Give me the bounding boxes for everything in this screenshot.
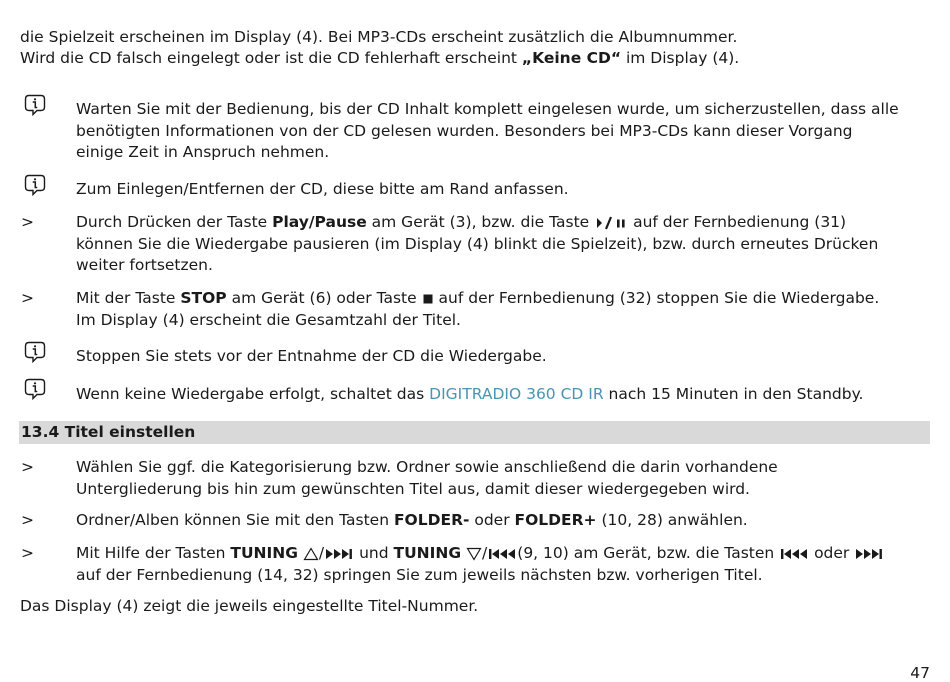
intro-line-2 [20, 48, 739, 69]
step-play-pause-line-2: können Sie die Wiedergabe pausieren (im Display (4) blinkt die Spielzeit), bzw. durch erneutes Drücken [76, 234, 879, 253]
text: / [482, 544, 488, 562]
text: (10, 28) anwählen. [596, 511, 748, 529]
note-3: Stoppen Sie stets vor der Entnahme der CD die Wiedergabe. [76, 347, 547, 365]
bullet-marker: > [21, 213, 34, 231]
text: nach 15 Minuten in den Standby. [603, 385, 864, 403]
step-play-pause-line-1 [76, 212, 878, 234]
intro-line-2-end: im Display (4). [621, 49, 740, 67]
tuning-key-label: TUNING [230, 544, 298, 562]
intro-line-2-text: Wird die CD falsch eingelegt oder ist die CD fehlerhaft erscheint [20, 49, 522, 67]
text: Mit der Taste [76, 289, 181, 307]
info-icon [24, 341, 46, 363]
info-icon [24, 174, 46, 196]
step-tuning [76, 543, 884, 586]
folder-plus-key-label: FOLDER+ [514, 511, 597, 529]
step-stop [76, 288, 879, 331]
note-1-line-2: benötigten Informationen von der CD gelesen wurden. Besonders bei MP3-CDs kann dieser Vorgang [76, 121, 853, 140]
step-select-category-line-1: Wählen Sie ggf. die Kategorisierung bzw. Ordner sowie anschließend die darin vorhandene [76, 458, 778, 476]
text: oder [809, 544, 855, 562]
skip-forward-icon [854, 547, 884, 561]
text: am Gerät (6) oder Taste [226, 289, 422, 307]
outro-text: Das Display (4) zeigt die jeweils eingestellte Titel-Nummer. [20, 597, 479, 615]
note-1-line-1: Warten Sie mit der Bedienung, bis der CD Inhalt komplett eingelesen wurde, um sicherzustellen, dass alle [76, 100, 899, 118]
text: oder [469, 511, 515, 529]
step-stop-line-1 [76, 288, 879, 310]
text: Mit Hilfe der Tasten [76, 544, 231, 562]
folder-minus-key-label: FOLDER- [393, 511, 470, 529]
bullet-marker: > [21, 511, 34, 529]
step-stop-line-2: Im Display (4) erscheint die Gesamtzahl der Titel. [76, 310, 461, 329]
intro-line-1: die Spielzeit erscheinen im Display (4). Bei MP3-CDs erscheint zusätzlich die Albumnummer. [20, 28, 738, 46]
section-title: 13.4 Titel einstellen [21, 423, 196, 441]
note-1 [76, 99, 899, 164]
bullet-marker: > [21, 458, 34, 476]
text: (9, 10) am Gerät, bzw. die Tasten [517, 544, 780, 562]
step-tuning-line-2: auf der Fernbedienung (14, 32) springen Sie zum jeweils nächsten bzw. vorherigen Titel. [76, 565, 763, 584]
bullet-marker: > [21, 289, 34, 307]
stop-key-label: STOP [180, 289, 227, 307]
skip-back-icon [779, 547, 809, 561]
text: auf der Fernbedienung (31) [628, 213, 847, 231]
note-1-line-3: einige Zeit in Anspruch nehmen. [76, 143, 330, 161]
stop-icon [422, 292, 434, 306]
skip-back-icon [487, 547, 517, 561]
text: Durch Drücken der Taste [76, 213, 273, 231]
step-select-category [76, 457, 778, 500]
step-tuning-line-1 [76, 543, 884, 565]
note-2: Zum Einlegen/Entfernen der CD, diese bitte am Rand anfassen. [76, 180, 569, 198]
page-number: 47 [910, 664, 930, 682]
bullet-marker: > [21, 544, 34, 562]
step-play-pause-line-3: weiter fortsetzen. [76, 256, 213, 274]
info-icon [24, 378, 46, 400]
text: / [318, 544, 325, 562]
triangle-up-icon [303, 547, 319, 561]
text: auf der Fernbedienung (32) stoppen Sie die Wiedergabe. [433, 289, 880, 307]
product-name: DIGITRADIO 360 CD IR [429, 385, 604, 403]
text: und [354, 544, 394, 562]
triangle-down-icon [466, 547, 482, 561]
note-4 [76, 384, 863, 405]
info-icon [24, 94, 46, 116]
skip-forward-icon [324, 547, 354, 561]
text: am Gerät (3), bzw. die Taste [366, 213, 595, 231]
keine-cd-label: „Keine CD“ [521, 49, 622, 67]
text: Wenn keine Wiedergabe erfolgt, schaltet das [76, 385, 430, 403]
step-play-pause [76, 212, 878, 277]
play-pause-key-label: Play/Pause [272, 213, 367, 231]
step-folder [76, 510, 748, 531]
play-pause-icon [594, 216, 628, 230]
section-heading-bar [19, 421, 930, 444]
step-select-category-line-2: Untergliederung bis hin zum gewünschten Titel aus, damit dieser wiedergegeben wird. [76, 479, 750, 498]
tuning-key-label: TUNING [393, 544, 462, 562]
text: Ordner/Alben können Sie mit den Tasten [76, 511, 394, 529]
